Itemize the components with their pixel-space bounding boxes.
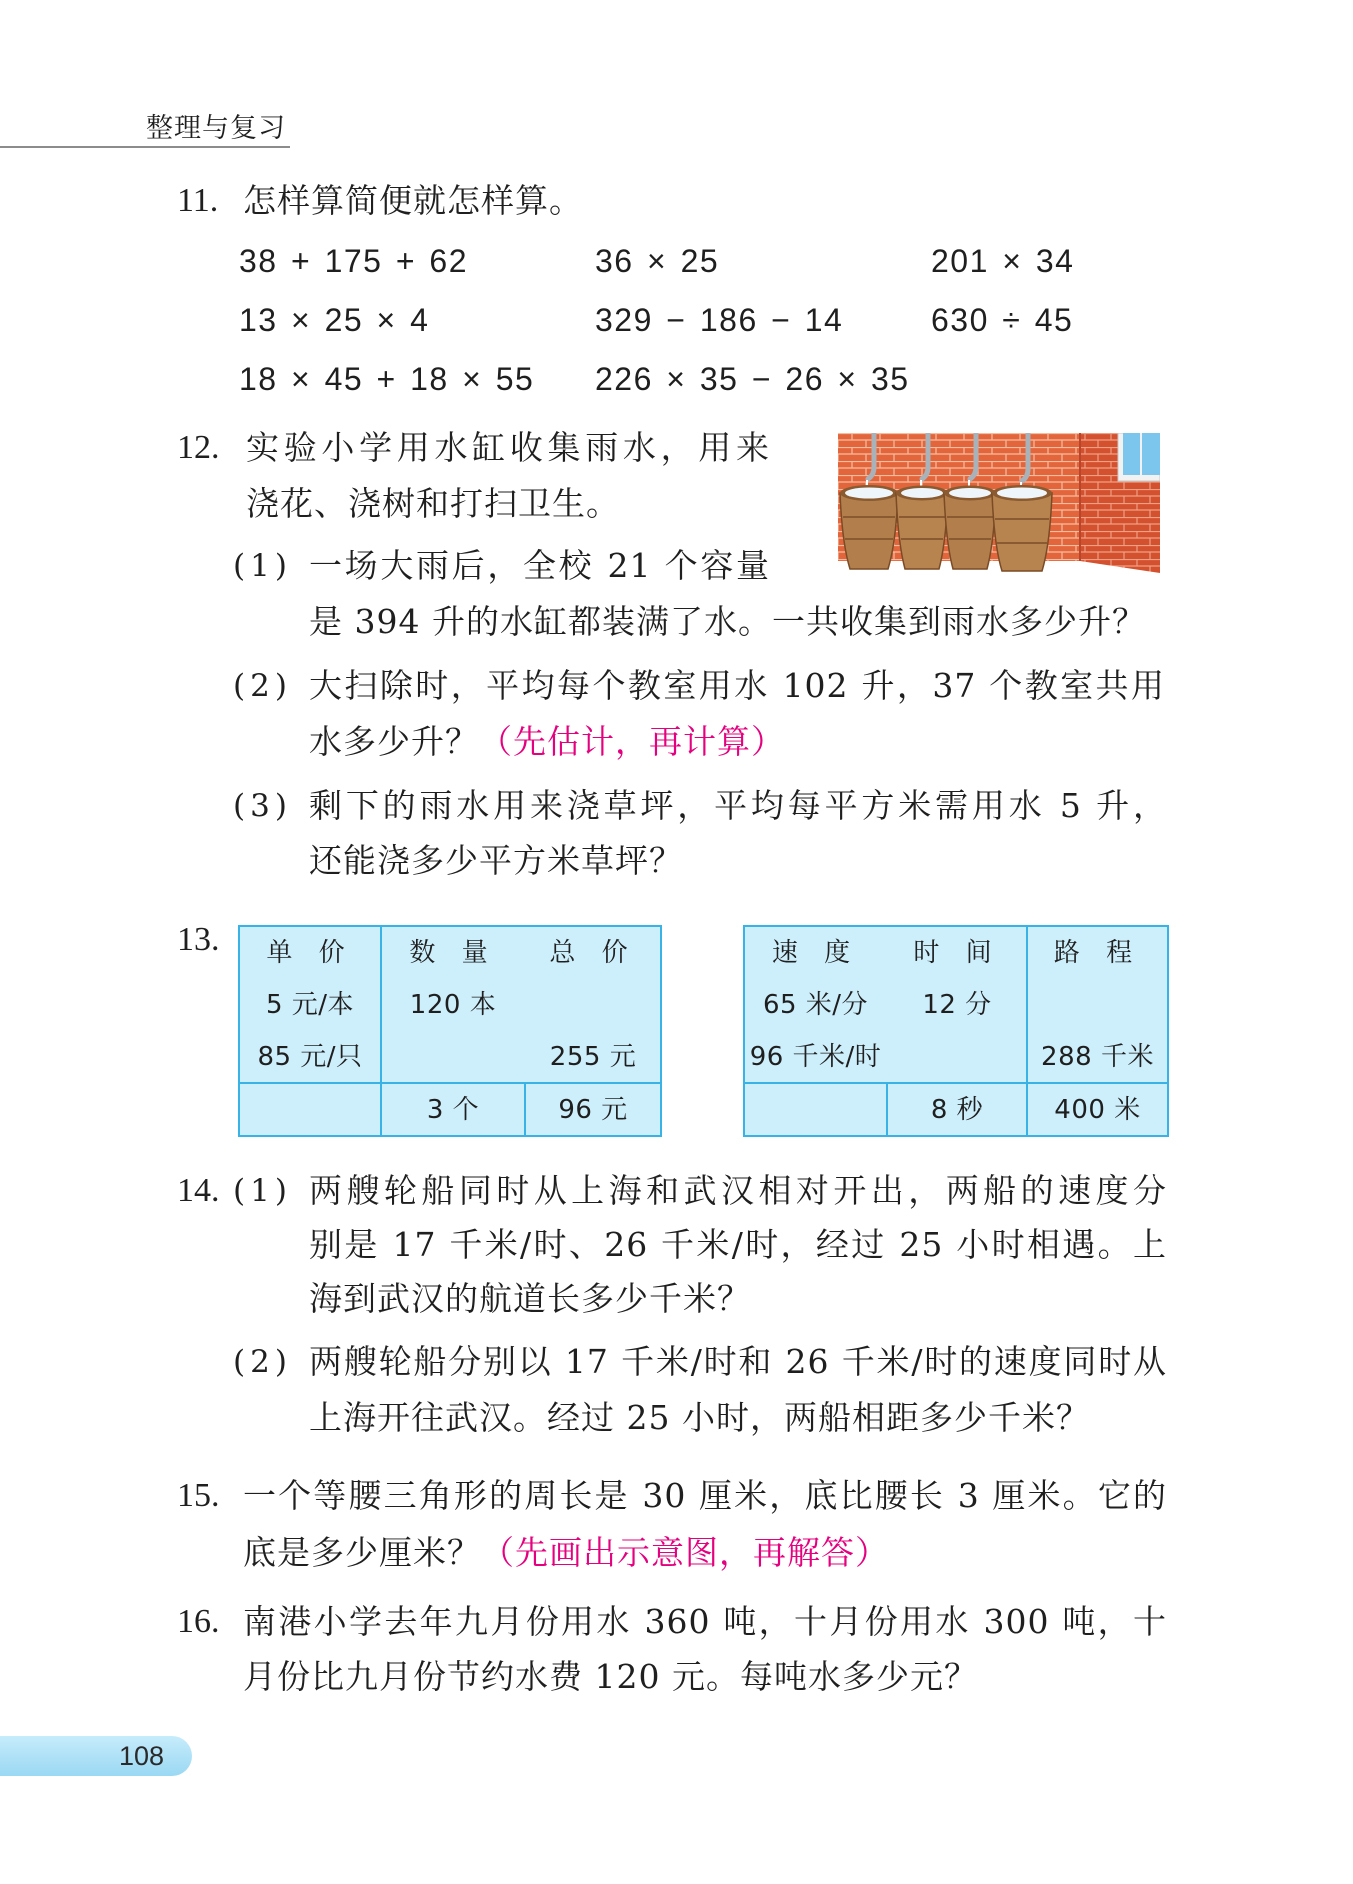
q11-expression: 36 × 25 bbox=[595, 243, 720, 279]
distance-table bbox=[743, 925, 1169, 1137]
section-title: 整理与复习 bbox=[146, 113, 286, 144]
q11-expression: 630 ÷ 45 bbox=[931, 302, 1074, 338]
table-cell bbox=[745, 1084, 886, 1136]
table-cell: 288 千米 bbox=[1041, 1042, 1154, 1072]
q12-part-label: (1) bbox=[233, 548, 292, 584]
water-jar bbox=[896, 486, 948, 570]
q15-text: 底是多少厘米？ bbox=[243, 1533, 481, 1572]
q14-part-label: (1) bbox=[233, 1173, 292, 1209]
water-jar bbox=[992, 485, 1052, 571]
q12-line: 实验小学用水缸收集雨水，用来 bbox=[246, 428, 770, 467]
q12-part-label: (2) bbox=[233, 668, 292, 704]
page-number-tab bbox=[0, 1736, 192, 1776]
table-cell: 120 本 bbox=[409, 990, 497, 1020]
table-cell: 85 元/只 bbox=[257, 1042, 363, 1072]
q14-part-line: 两艘轮船分别以 17 千米/时和 26 千米/时的速度同时从 bbox=[309, 1342, 1167, 1381]
q12-part-line: 剩下的雨水用来浇草坪，平均每平方米需用水 5 升， bbox=[309, 786, 1167, 825]
q14-number: 14. bbox=[177, 1172, 220, 1209]
table-cell: 3 个 bbox=[426, 1095, 480, 1125]
q11-prompt: 怎样算简便就怎样算。 bbox=[243, 181, 583, 220]
q12-part-line: 大扫除时，平均每个教室用水 102 升，37 个教室共用 bbox=[309, 666, 1165, 705]
q12-part-label: (3) bbox=[233, 788, 292, 824]
window bbox=[1118, 433, 1160, 481]
q12-part-line: 还能浇多少平方米草坪？ bbox=[309, 841, 683, 880]
table-cell bbox=[1028, 979, 1167, 1031]
table-cell: 255 元 bbox=[549, 1042, 637, 1072]
table-cell: 8 秒 bbox=[930, 1095, 984, 1125]
table-cell bbox=[240, 1084, 380, 1136]
table-divider bbox=[745, 1082, 1167, 1084]
q15-line: 一个等腰三角形的周长是 30 厘米，底比腰长 3 厘米。它的 bbox=[243, 1476, 1167, 1515]
table-cell: 65 米/分 bbox=[762, 990, 869, 1020]
table-cell: 400 米 bbox=[1054, 1095, 1141, 1125]
table-header: 时 间 bbox=[913, 938, 1001, 968]
q12-part-line bbox=[309, 722, 785, 762]
q11-expression: 13 × 25 × 4 bbox=[239, 302, 430, 338]
rain-barrels-illustration bbox=[838, 433, 1160, 573]
table-cell: 96 元 bbox=[558, 1095, 628, 1125]
table-header: 路 程 bbox=[1053, 938, 1142, 968]
page-number: 108 bbox=[118, 1741, 164, 1771]
q11-expression: 18 × 45 + 18 × 55 bbox=[239, 361, 535, 397]
q16-number: 16. bbox=[177, 1603, 220, 1640]
q14-part-label: (2) bbox=[233, 1344, 292, 1380]
q14-part-line: 海到武汉的航道长多少千米？ bbox=[309, 1279, 751, 1318]
q11-expression: 329 − 186 − 14 bbox=[595, 302, 844, 338]
table-cell bbox=[382, 1031, 524, 1083]
price-table bbox=[238, 925, 662, 1137]
q11-expression: 38 + 175 + 62 bbox=[239, 243, 469, 279]
q13-number: 13. bbox=[177, 921, 220, 958]
table-header: 速 度 bbox=[771, 938, 860, 968]
hint-note: （先估计，再计算） bbox=[479, 722, 785, 761]
q12-part-text: 水多少升？ bbox=[309, 722, 479, 761]
water-jar bbox=[944, 486, 996, 570]
q12-part-line: 是 394 升的水缸都装满了水。一共收集到雨水多少升？ bbox=[309, 602, 1146, 641]
header-rule bbox=[0, 146, 290, 148]
hint-note: （先画出示意图，再解答） bbox=[481, 1533, 889, 1572]
table-cell: 5 元/本 bbox=[265, 990, 355, 1020]
q16-line: 月份比九月份节约水费 120 元。每吨水多少元？ bbox=[243, 1657, 978, 1696]
q15-line bbox=[243, 1533, 889, 1573]
q11-expression: 226 × 35 − 26 × 35 bbox=[595, 361, 910, 397]
q12-line: 浇花、浇树和打扫卫生。 bbox=[246, 484, 620, 523]
table-header: 单 价 bbox=[266, 938, 354, 968]
table-header: 总 价 bbox=[549, 938, 637, 968]
table-header: 数 量 bbox=[409, 938, 497, 968]
q15-number: 15. bbox=[177, 1477, 220, 1514]
table-divider bbox=[886, 1083, 888, 1135]
table-cell: 96 千米/时 bbox=[749, 1042, 882, 1072]
table-cell bbox=[888, 1031, 1026, 1083]
q14-part-line: 两艘轮船同时从上海和武汉相对开出，两船的速度分 bbox=[309, 1171, 1167, 1210]
table-divider bbox=[1026, 927, 1028, 1135]
q14-part-line: 别是 17 千米/时、26 千米/时，经过 25 小时相遇。上 bbox=[309, 1225, 1167, 1264]
q14-part-line: 上海开往武汉。经过 25 小时，两船相距多少千米？ bbox=[309, 1398, 1090, 1437]
table-divider bbox=[524, 1083, 526, 1135]
table-cell: 12 分 bbox=[922, 990, 992, 1020]
table-cell bbox=[526, 979, 660, 1031]
water-jar bbox=[840, 485, 898, 569]
q11-expression: 201 × 34 bbox=[931, 243, 1075, 279]
table-divider bbox=[240, 1082, 660, 1084]
q12-number: 12. bbox=[177, 429, 220, 466]
table-divider bbox=[380, 927, 382, 1135]
q11-number: 11. bbox=[177, 182, 219, 219]
q12-part-line: 一场大雨后，全校 21 个容量 bbox=[309, 546, 770, 585]
q16-line: 南港小学去年九月份用水 360 吨，十月份用水 300 吨，十 bbox=[243, 1602, 1167, 1641]
